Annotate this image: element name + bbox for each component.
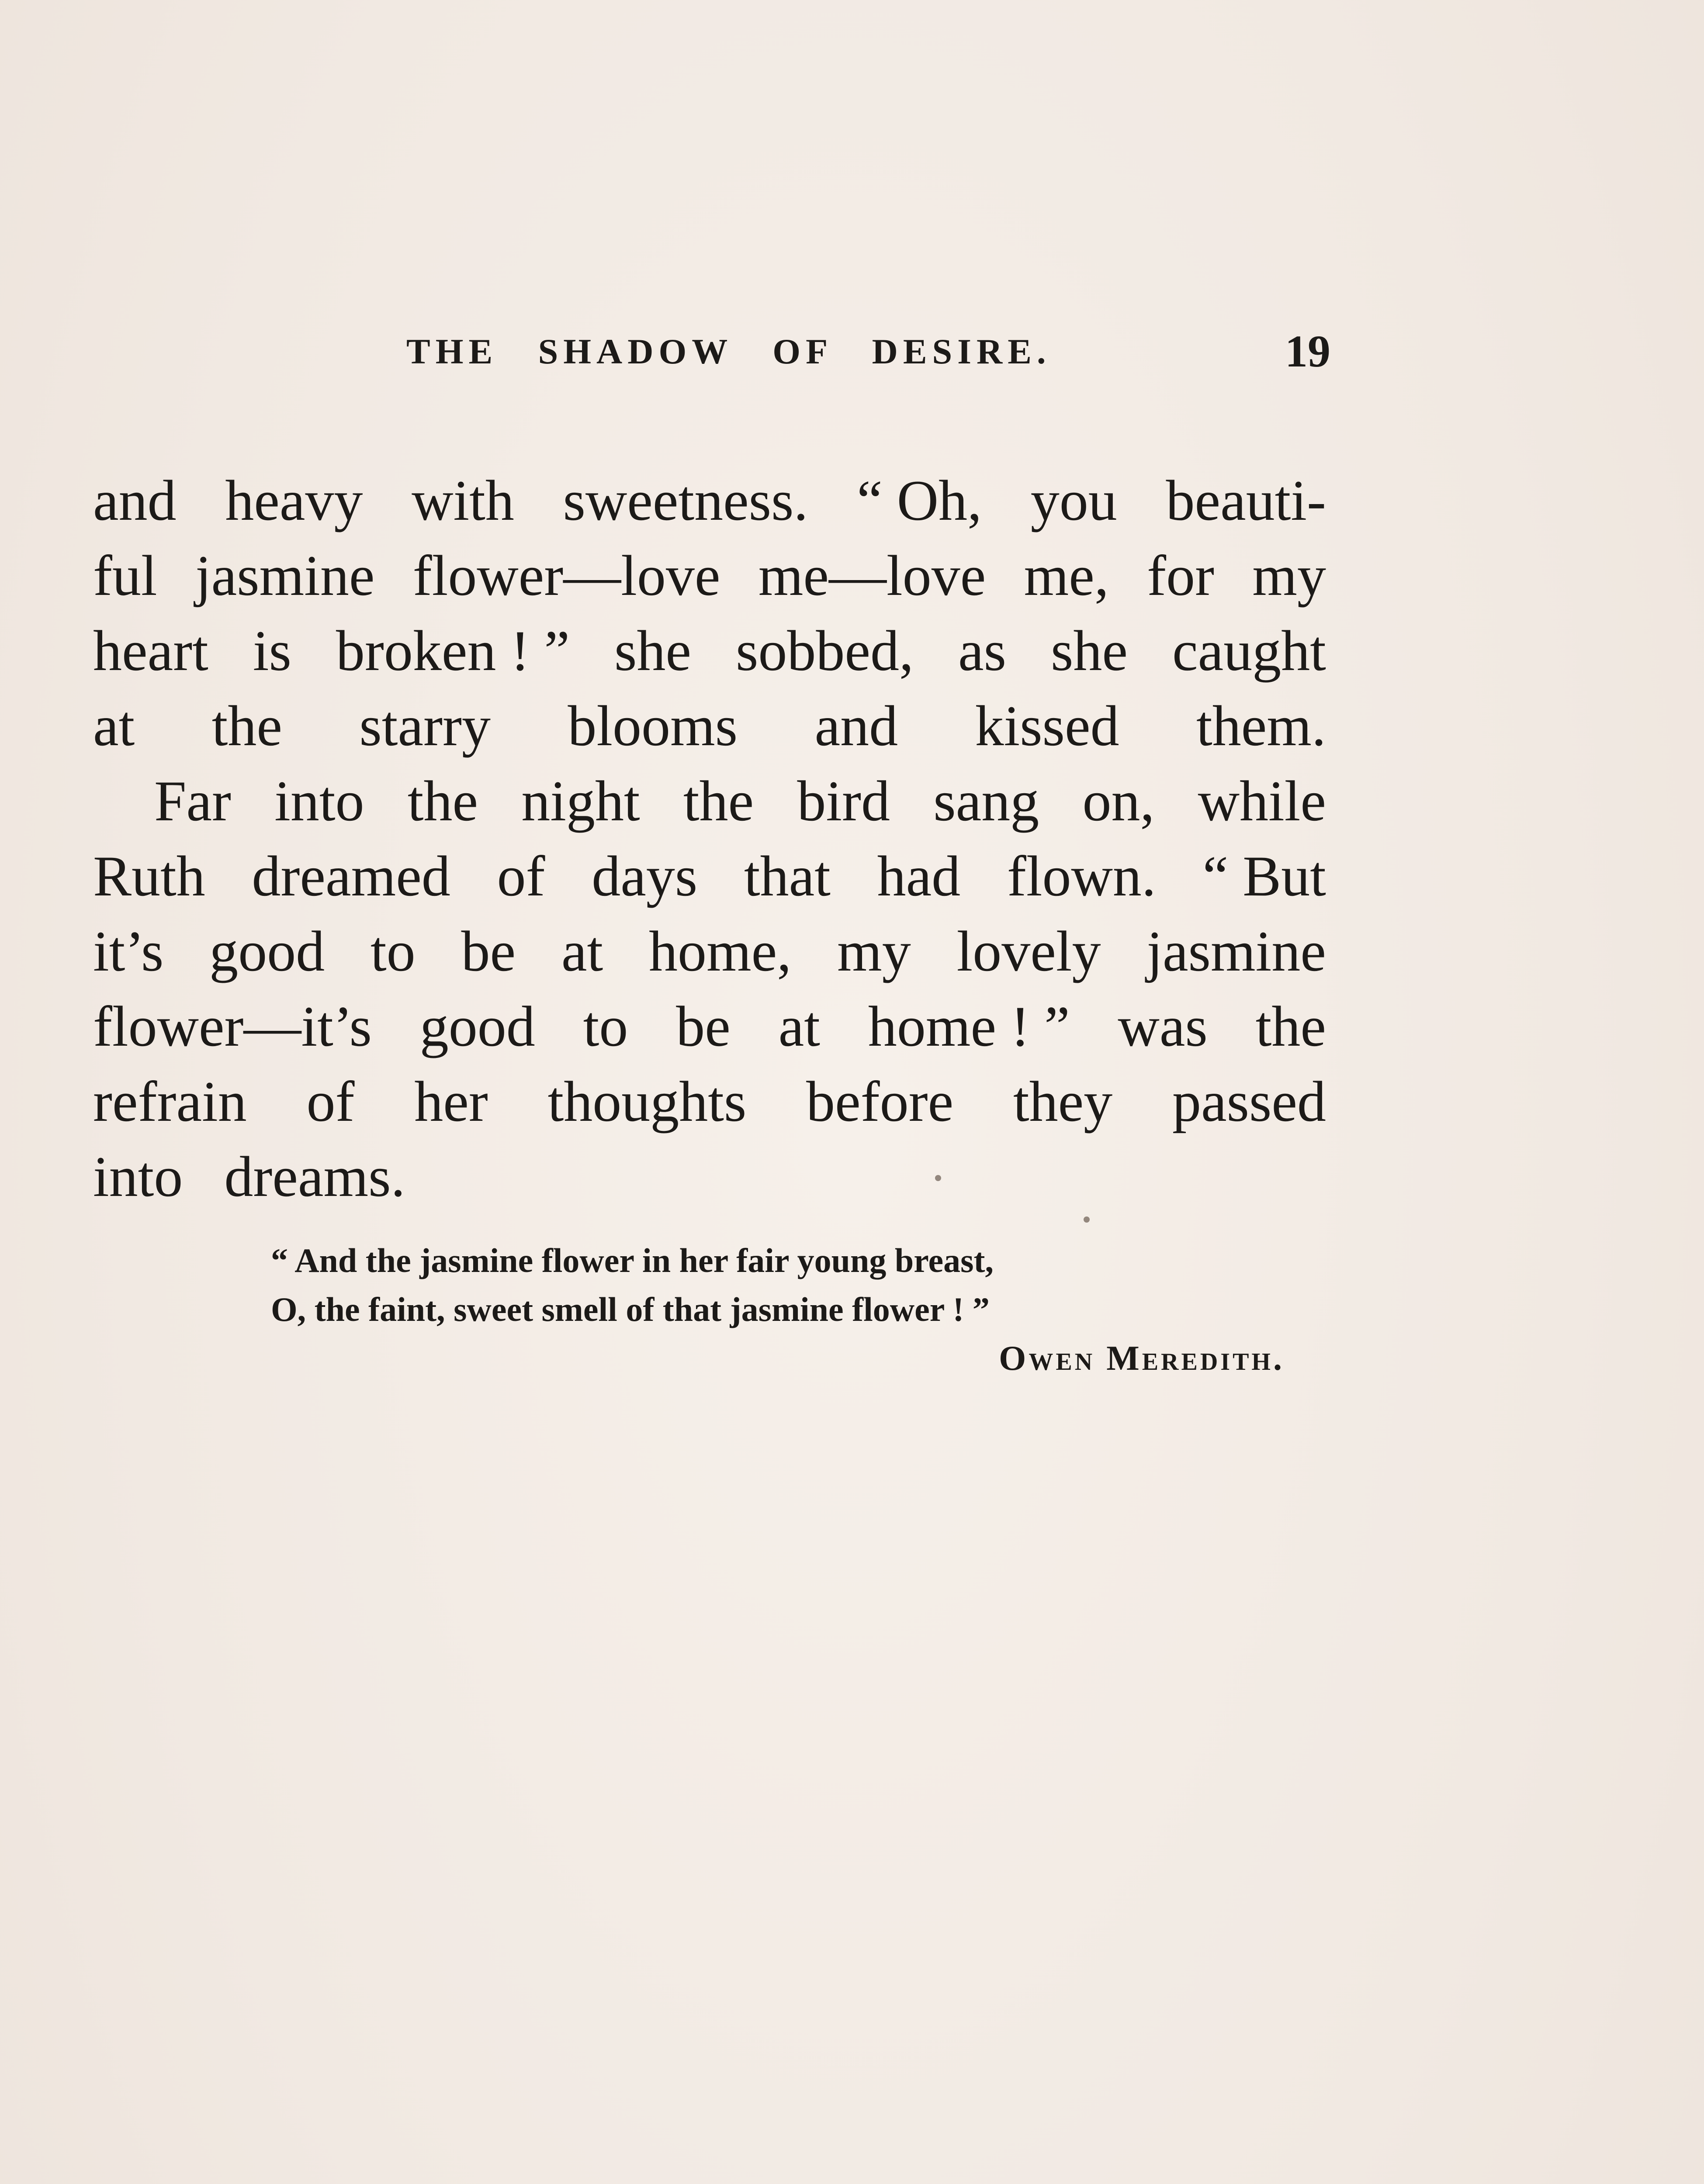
word: the xyxy=(407,769,478,833)
word: broken ! ” xyxy=(336,619,570,683)
word: into xyxy=(274,769,364,833)
text-line xyxy=(93,538,1326,613)
text-line xyxy=(93,463,1326,538)
word: on, xyxy=(1082,769,1155,833)
word: kissed xyxy=(975,694,1119,758)
word: to xyxy=(371,919,416,983)
word: be xyxy=(676,994,731,1058)
word: is xyxy=(253,619,291,683)
word: that xyxy=(744,844,831,908)
word: flower—it’s xyxy=(93,994,372,1058)
word: as xyxy=(958,619,1007,683)
word: the xyxy=(683,769,754,833)
word: of xyxy=(306,1069,355,1133)
running-head xyxy=(94,325,1330,378)
epigraph-attribution: Owen Meredith. xyxy=(999,1339,1285,1378)
word: and xyxy=(93,468,177,532)
text-line xyxy=(93,989,1326,1064)
text-line xyxy=(93,613,1326,688)
word: thoughts xyxy=(547,1069,747,1133)
word: with xyxy=(412,468,514,532)
word: the xyxy=(211,694,282,758)
word: at xyxy=(561,919,603,983)
running-title: THE SHADOW OF DESIRE. xyxy=(406,332,1051,371)
word: at xyxy=(778,994,820,1058)
word: good xyxy=(419,994,535,1058)
word: starry xyxy=(359,694,491,758)
word: my xyxy=(1252,543,1326,608)
word: dreams. xyxy=(224,1144,405,1209)
word: for xyxy=(1147,543,1215,608)
epigraph-line: O, the faint, sweet smell of that jasmine flower ! ” xyxy=(271,1290,990,1328)
word: me, xyxy=(1024,543,1109,608)
word: blooms xyxy=(568,694,738,758)
word: while xyxy=(1198,769,1326,833)
word: home, xyxy=(649,919,792,983)
word: she xyxy=(1051,619,1128,683)
word: passed xyxy=(1172,1069,1326,1133)
word: jasmine xyxy=(195,543,375,608)
word: home ! ” xyxy=(868,994,1070,1058)
text-line xyxy=(93,688,1326,764)
word: sweetness. xyxy=(563,468,808,532)
word: had xyxy=(877,844,961,908)
word: was xyxy=(1118,994,1208,1058)
paper-speck xyxy=(935,1175,941,1181)
text-line xyxy=(93,839,1326,914)
word: she xyxy=(614,619,692,683)
epigraph-line: “ And the jasmine flower in her fair young breast, xyxy=(271,1241,994,1279)
word: to xyxy=(583,994,628,1058)
word: jasmine xyxy=(1146,919,1326,983)
word: heavy xyxy=(225,468,363,532)
word: days xyxy=(592,844,698,908)
word: beauti- xyxy=(1166,468,1326,532)
text-line xyxy=(93,1139,1326,1214)
paper-speck xyxy=(1084,1216,1090,1223)
text-line xyxy=(93,1064,1326,1139)
word: sang xyxy=(933,769,1039,833)
text-line xyxy=(93,764,1326,839)
word: be xyxy=(461,919,516,983)
word: them. xyxy=(1196,694,1326,758)
word: lovely xyxy=(956,919,1101,983)
page-number: 19 xyxy=(1285,326,1330,377)
word: my xyxy=(837,919,911,983)
word: you xyxy=(1030,468,1117,532)
word: refrain xyxy=(93,1069,247,1133)
body-text xyxy=(93,463,1326,1214)
word: dreamed xyxy=(252,844,450,908)
word: caught xyxy=(1172,619,1326,683)
word: heart xyxy=(93,619,208,683)
word: night xyxy=(521,769,640,833)
word: flown. xyxy=(1007,844,1156,908)
word: “ But xyxy=(1202,844,1326,908)
word: Far xyxy=(154,769,231,833)
epigraph xyxy=(271,1236,1285,1383)
word: and xyxy=(814,694,898,758)
word: ful xyxy=(93,543,157,608)
word: good xyxy=(209,919,325,983)
word: Ruth xyxy=(93,844,205,908)
word: her xyxy=(414,1069,488,1133)
word: “ Oh, xyxy=(857,468,982,532)
word: bird xyxy=(797,769,890,833)
word: of xyxy=(497,844,545,908)
word: the xyxy=(1255,994,1326,1058)
word: at xyxy=(93,694,135,758)
text-line xyxy=(93,914,1326,989)
word: me—love xyxy=(758,543,986,608)
word: before xyxy=(806,1069,954,1133)
word: flower—love xyxy=(412,543,720,608)
word: it’s xyxy=(93,919,164,983)
word: into xyxy=(93,1144,183,1209)
word: they xyxy=(1013,1069,1113,1133)
word: sobbed, xyxy=(736,619,914,683)
